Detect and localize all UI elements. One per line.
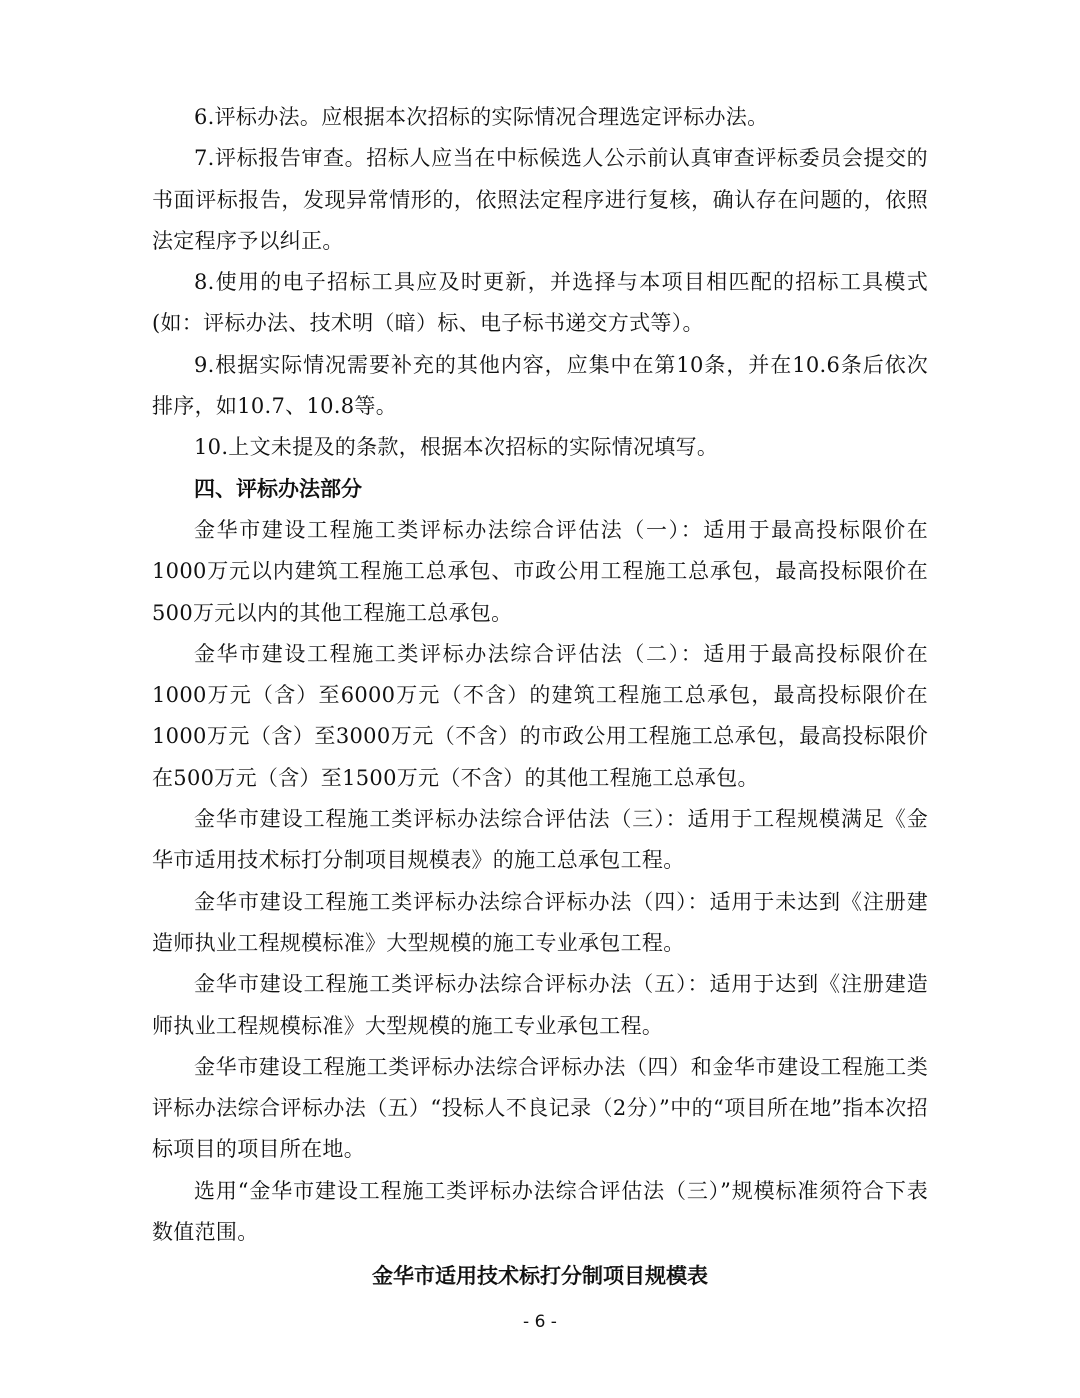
method-paragraph-4: 金华市建设工程施工类评标办法综合评标办法（四）：适用于未达到《注册建造师执业工程规模标准》大型规模的施工专业承包工程。 xyxy=(152,889,928,955)
method-paragraph-3: 金华市建设工程施工类评标办法综合评估法（三）：适用于工程规模满足《金华市适用技术标打分制项目规模表》的施工总承包工程。 xyxy=(152,807,928,873)
paragraph-item-9: 9.根据实际情况需要补充的其他内容，应集中在第10条，并在10.6条后依次排序，如10.7、10.8等。 xyxy=(152,352,928,419)
paragraph-item-6: 6.评标办法。应根据本次招标的实际情况合理选定评标办法。 xyxy=(194,105,769,129)
method-paragraph-2: 金华市建设工程施工类评标办法综合评估法（二）：适用于最高投标限价在1000万元（含）至6000万元（不含）的建筑工程施工总承包，最高投标限价在1000万元（含）至3000万元（不含）的市政公用工程施工总承包，最高投标限价在500万元（含）至1500万元（不含）的其他工程施工总承包。 xyxy=(152,641,928,790)
document-page xyxy=(152,97,928,1298)
method-paragraph-1: 金华市建设工程施工类评标办法综合评估法（一）：适用于最高投标限价在1000万元以内建筑工程施工总承包、市政公用工程施工总承包，最高投标限价在500万元以内的其他工程施工总承包。 xyxy=(152,517,928,625)
page-number: - 6 - xyxy=(523,1312,557,1332)
paragraph-item-7: 7.评标报告审查。招标人应当在中标候选人公示前认真审查评标委员会提交的书面评标报告，发现异常情形的，依照法定程序进行复核，确认存在问题的，依照法定程序予以纠正。 xyxy=(152,146,928,253)
table-title: 金华市适用技术标打分制项目规模表 xyxy=(372,1264,708,1289)
method-paragraph-5: 金华市建设工程施工类评标办法综合评标办法（五）：适用于达到《注册建造师执业工程规模标准》大型规模的施工专业承包工程。 xyxy=(152,972,928,1038)
paragraph-item-10: 10.上文未提及的条款，根据本次招标的实际情况填写。 xyxy=(194,435,719,460)
method-paragraph-7: 选用“金华市建设工程施工类评标办法综合评估法（三）”规模标准须符合下表数值范围。 xyxy=(152,1178,928,1245)
method-paragraph-6: 金华市建设工程施工类评标办法综合评标办法（四）和金华市建设工程施工类评标办法综合评标办法（五）“投标人不良记录（2分）”中的“项目所在地”指本次招标项目的项目所在地。 xyxy=(152,1054,928,1162)
paragraph-item-8: 8.使用的电子招标工具应及时更新，并选择与本项目相匹配的招标工具模式(如：评标办法、技术明（暗）标、电子标书递交方式等）。 xyxy=(152,270,928,336)
section-heading: 四、评标办法部分 xyxy=(194,476,362,501)
